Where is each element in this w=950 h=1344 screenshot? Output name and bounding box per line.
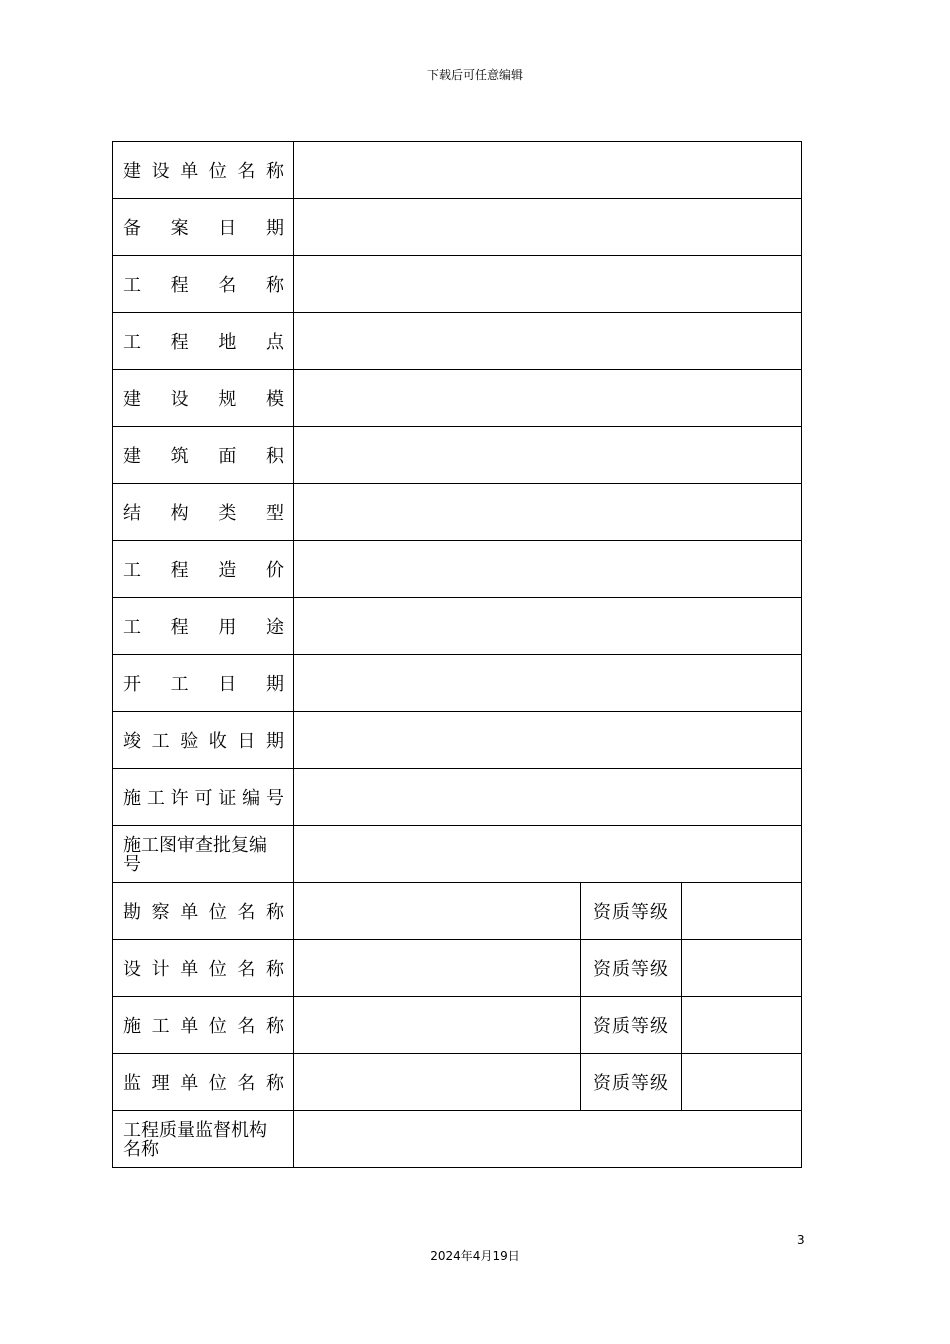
form-row [113,883,802,940]
form-row [113,997,802,1054]
form-row [113,655,802,712]
row-label-cell [113,712,294,769]
value-field[interactable] [294,997,581,1054]
row-label [123,385,284,411]
value-field[interactable] [294,142,802,199]
label-char: 工 [170,674,189,695]
label-char: 称 [265,959,284,980]
label-char: 名 [237,1016,256,1037]
value-field[interactable] [294,712,802,769]
label-char: 单 [180,161,199,182]
row-label-cell [113,655,294,712]
form-row [113,256,802,313]
label-char: 编 [242,788,261,809]
label-char: 程 [170,617,189,638]
value-field[interactable] [294,199,802,256]
value-field[interactable] [294,598,802,655]
qualification-label: 资质等级 [581,1054,682,1111]
label-char: 施 [123,788,141,809]
label-char: 施 [123,1016,141,1037]
row-label-cell [113,1111,294,1168]
row-label [123,670,284,696]
label-char: 竣 [123,731,141,752]
qualification-value-field[interactable] [682,883,802,940]
value-field[interactable] [294,883,581,940]
row-label [123,1012,284,1038]
row-label-cell [113,484,294,541]
label-char: 积 [265,446,284,467]
row-label-cell [113,997,294,1054]
form-row [113,370,802,427]
label-char: 名 [218,275,237,296]
label-char: 期 [265,731,284,752]
value-field[interactable] [294,427,802,484]
row-label-cell [113,826,294,883]
label-char: 期 [265,674,284,695]
row-label [123,271,284,297]
label-char: 建 [123,161,141,182]
label-char: 备 [123,218,141,239]
row-label-cell [113,883,294,940]
form-row [113,142,802,199]
value-field[interactable] [294,1111,802,1168]
row-label [123,955,284,981]
label-char: 证 [218,788,237,809]
label-char: 位 [208,1073,227,1094]
value-field[interactable] [294,655,802,712]
label-char: 工 [151,731,170,752]
form-row [113,1054,802,1111]
row-label-cell [113,598,294,655]
label-char: 期 [265,218,284,239]
label-char: 日 [218,218,237,239]
qualification-value-field[interactable] [682,997,802,1054]
row-label [123,727,284,753]
label-char: 案 [170,218,189,239]
label-char: 模 [265,389,284,410]
label-char: 地 [218,332,237,353]
label-char: 建 [123,389,141,410]
label-char: 察 [151,902,170,923]
page-number: 3 [797,1233,805,1247]
form-row [113,769,802,826]
label-char: 类 [218,503,237,524]
value-field[interactable] [294,826,802,883]
form-row [113,427,802,484]
value-field[interactable] [294,370,802,427]
qualification-label: 资质等级 [581,940,682,997]
form-row [113,484,802,541]
label-char: 途 [265,617,284,638]
label-char: 造 [218,560,237,581]
qualification-label: 资质等级 [581,883,682,940]
label-char: 设 [151,161,170,182]
label-char: 名 [237,959,256,980]
label-char: 建 [123,446,141,467]
page-header-note: 下载后可任意编辑 [426,68,523,82]
row-label-cell [113,940,294,997]
label-char: 面 [218,446,237,467]
label-char: 程 [170,332,189,353]
label-char: 价 [265,560,284,581]
form-row [113,313,802,370]
label-char: 工 [146,788,165,809]
value-field[interactable] [294,940,581,997]
label-char: 单 [180,1016,199,1037]
label-char: 程 [170,275,189,296]
row-label-cell [113,769,294,826]
form-row [113,826,802,883]
label-char: 称 [265,902,284,923]
form-body [113,142,802,1168]
row-label: 施工图审查批复编号 [123,835,267,875]
label-char: 监 [123,1073,141,1094]
label-char: 号 [265,788,284,809]
label-char: 位 [208,1016,227,1037]
label-char: 程 [170,560,189,581]
row-label [123,214,284,240]
value-field[interactable] [294,313,802,370]
row-label-cell [113,256,294,313]
label-char: 规 [218,389,237,410]
label-char: 许 [170,788,189,809]
label-char: 工 [123,275,141,296]
form-row [113,199,802,256]
label-char: 验 [180,731,199,752]
label-char: 工 [151,1016,170,1037]
label-char: 名 [237,902,256,923]
label-char: 收 [208,731,227,752]
label-char: 称 [265,1016,284,1037]
value-field[interactable] [294,1054,581,1111]
row-label-cell [113,1054,294,1111]
registration-form-table [112,141,802,1168]
row-label-cell [113,199,294,256]
label-char: 工 [123,617,141,638]
row-label [123,1069,284,1095]
label-char: 设 [123,959,141,980]
qualification-value-field[interactable] [682,940,802,997]
label-char: 工 [123,332,141,353]
label-char: 称 [265,275,284,296]
label-char: 筑 [170,446,189,467]
label-char: 单 [180,1073,199,1094]
row-label [123,328,284,354]
label-char: 理 [151,1073,170,1094]
row-label-cell [113,370,294,427]
form-row [113,598,802,655]
label-char: 名 [237,161,256,182]
form-row [113,940,802,997]
label-char: 位 [208,902,227,923]
row-label [123,556,284,582]
row-label [123,442,284,468]
row-label-cell [113,541,294,598]
label-char: 用 [218,617,237,638]
row-label-cell [113,427,294,484]
row-label [123,613,284,639]
label-char: 可 [194,788,213,809]
label-char: 名 [237,1073,256,1094]
label-char: 结 [123,503,141,524]
label-char: 型 [265,503,284,524]
row-label [123,898,284,924]
row-label-cell [113,313,294,370]
value-field[interactable] [294,541,802,598]
label-char: 称 [265,1073,284,1094]
label-char: 位 [208,959,227,980]
label-char: 单 [180,959,199,980]
label-char: 称 [265,161,284,182]
row-label-cell [113,142,294,199]
value-field[interactable] [294,484,802,541]
qualification-value-field[interactable] [682,1054,802,1111]
label-char: 工 [123,560,141,581]
label-char: 设 [170,389,189,410]
label-char: 勘 [123,902,141,923]
form-row [113,712,802,769]
label-char: 日 [237,731,256,752]
value-field[interactable] [294,769,802,826]
label-char: 计 [151,959,170,980]
label-char: 日 [218,674,237,695]
label-char: 位 [208,161,227,182]
row-label [123,499,284,525]
row-label [123,784,284,810]
form-row [113,1111,802,1168]
value-field[interactable] [294,256,802,313]
qualification-label: 资质等级 [581,997,682,1054]
label-char: 单 [180,902,199,923]
label-char: 点 [265,332,284,353]
label-char: 开 [123,674,141,695]
label-char: 构 [170,503,189,524]
footer-date: 2024年4月19日 [430,1249,520,1263]
form-row [113,541,802,598]
row-label [123,157,284,183]
row-label: 工程质量监督机构名称 [123,1120,267,1160]
